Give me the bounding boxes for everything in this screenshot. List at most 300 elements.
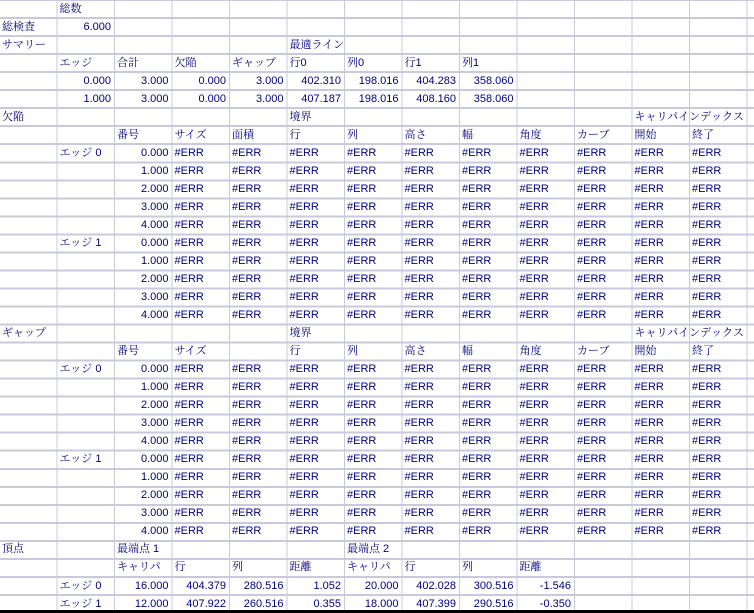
cell-M31[interactable] bbox=[690, 540, 748, 558]
cell-H4[interactable]: 行1 bbox=[404, 57, 422, 70]
cell-F17[interactable]: #ERR bbox=[289, 291, 319, 304]
cell-H1[interactable] bbox=[403, 0, 461, 18]
cell-M17[interactable]: #ERR bbox=[692, 291, 722, 304]
cell-E2[interactable] bbox=[230, 18, 288, 36]
cell-I6[interactable]: 358.060 bbox=[473, 93, 514, 106]
cell-C22[interactable]: 1.000 bbox=[140, 381, 169, 394]
cell-E17[interactable]: #ERR bbox=[232, 291, 262, 304]
cell-J15[interactable]: #ERR bbox=[519, 255, 549, 268]
cell-B22[interactable] bbox=[58, 378, 116, 396]
cell-A9[interactable] bbox=[0, 144, 58, 162]
cell-D6[interactable]: 0.000 bbox=[198, 93, 226, 106]
cell-M13[interactable]: #ERR bbox=[692, 219, 722, 232]
cell-F16[interactable]: #ERR bbox=[289, 273, 319, 286]
cell-B14[interactable]: エッジ 1 bbox=[59, 237, 102, 250]
cell-L33[interactable] bbox=[633, 577, 691, 595]
cell-G13[interactable]: #ERR bbox=[347, 219, 377, 232]
cell-H3[interactable] bbox=[403, 36, 461, 54]
cell-K26[interactable]: #ERR bbox=[577, 453, 607, 466]
cell-G12[interactable]: #ERR bbox=[347, 201, 377, 214]
cell-G23[interactable]: #ERR bbox=[347, 399, 377, 412]
cell-D8[interactable]: サイズ bbox=[174, 129, 207, 142]
cell-F31[interactable] bbox=[288, 540, 346, 558]
cell-D15[interactable]: #ERR bbox=[174, 255, 204, 268]
cell-A4[interactable] bbox=[0, 54, 58, 72]
cell-L22[interactable]: #ERR bbox=[634, 381, 664, 394]
cell-D22[interactable]: #ERR bbox=[174, 381, 204, 394]
cell-B28[interactable] bbox=[58, 486, 116, 504]
cell-I14[interactable]: #ERR bbox=[462, 237, 492, 250]
cell-C1[interactable] bbox=[115, 0, 173, 18]
cell-K31[interactable] bbox=[575, 540, 633, 558]
cell-D21[interactable]: #ERR bbox=[174, 363, 204, 376]
cell-B32[interactable] bbox=[58, 558, 116, 576]
cell-C5[interactable]: 3.000 bbox=[140, 75, 169, 88]
cell-I21[interactable]: #ERR bbox=[462, 363, 492, 376]
cell-M2[interactable] bbox=[690, 18, 748, 36]
cell-C23[interactable]: 2.000 bbox=[140, 399, 169, 412]
cell-B2[interactable]: 6.000 bbox=[83, 21, 111, 34]
cell-H6[interactable]: 408.160 bbox=[416, 93, 456, 106]
cell-G15[interactable]: #ERR bbox=[347, 255, 377, 268]
cell-E25[interactable]: #ERR bbox=[232, 435, 262, 448]
cell-H5[interactable]: 404.283 bbox=[416, 75, 456, 88]
cell-D14[interactable]: #ERR bbox=[174, 237, 204, 250]
cell-F26[interactable]: #ERR bbox=[289, 453, 319, 466]
cell-E24[interactable]: #ERR bbox=[232, 417, 262, 430]
cell-B24[interactable] bbox=[58, 414, 116, 432]
cell-M5[interactable] bbox=[690, 72, 748, 90]
cell-C14[interactable]: 0.000 bbox=[140, 237, 169, 250]
cell-M16[interactable]: #ERR bbox=[692, 273, 722, 286]
cell-E19[interactable] bbox=[230, 324, 288, 342]
cell-E30[interactable]: #ERR bbox=[232, 525, 262, 538]
cell-I19[interactable] bbox=[460, 324, 518, 342]
cell-B4[interactable]: エッジ bbox=[59, 57, 93, 70]
cell-A30[interactable] bbox=[0, 522, 58, 540]
cell-J3[interactable] bbox=[518, 36, 576, 54]
cell-D24[interactable]: #ERR bbox=[174, 417, 204, 430]
cell-A10[interactable] bbox=[0, 162, 58, 180]
cell-A21[interactable] bbox=[0, 360, 58, 378]
cell-B18[interactable] bbox=[58, 306, 116, 324]
cell-B12[interactable] bbox=[58, 198, 116, 216]
cell-A31[interactable]: 頂点 bbox=[2, 543, 24, 556]
cell-G19[interactable] bbox=[345, 324, 403, 342]
cell-G3[interactable] bbox=[345, 36, 403, 54]
cell-M24[interactable]: #ERR bbox=[692, 417, 722, 430]
cell-M3[interactable] bbox=[690, 36, 748, 54]
cell-G9[interactable]: #ERR bbox=[347, 147, 377, 160]
cell-B31[interactable] bbox=[58, 540, 116, 558]
cell-F21[interactable]: #ERR bbox=[289, 363, 319, 376]
cell-H17[interactable]: #ERR bbox=[404, 291, 434, 304]
cell-G8[interactable]: 列 bbox=[347, 129, 358, 142]
cell-J31[interactable] bbox=[518, 540, 576, 558]
cell-E34[interactable]: 260.516 bbox=[243, 597, 284, 610]
cell-D33[interactable]: 404.379 bbox=[186, 579, 226, 592]
cell-L3[interactable] bbox=[633, 36, 691, 54]
cell-C10[interactable]: 1.000 bbox=[140, 165, 169, 178]
cell-L8[interactable]: 開始 bbox=[634, 129, 657, 142]
cell-M7[interactable] bbox=[690, 108, 748, 126]
cell-M32[interactable] bbox=[690, 558, 748, 576]
cell-J20[interactable]: 角度 bbox=[519, 345, 542, 358]
cell-M1[interactable] bbox=[690, 0, 748, 18]
cell-A24[interactable] bbox=[0, 414, 58, 432]
cell-F27[interactable]: #ERR bbox=[289, 471, 319, 484]
cell-G18[interactable]: #ERR bbox=[347, 309, 377, 322]
cell-H8[interactable]: 高さ bbox=[404, 129, 427, 142]
cell-D7[interactable] bbox=[173, 108, 231, 126]
cell-I27[interactable]: #ERR bbox=[462, 471, 492, 484]
cell-H9[interactable]: #ERR bbox=[404, 147, 434, 160]
cell-A27[interactable] bbox=[0, 468, 58, 486]
cell-C19[interactable] bbox=[115, 324, 173, 342]
cell-L11[interactable]: #ERR bbox=[634, 183, 664, 196]
cell-K27[interactable]: #ERR bbox=[577, 471, 607, 484]
cell-K33[interactable] bbox=[575, 577, 633, 595]
cell-H32[interactable]: 行 bbox=[404, 561, 416, 574]
cell-A23[interactable] bbox=[0, 396, 58, 414]
cell-L1[interactable] bbox=[633, 0, 691, 18]
cell-C25[interactable]: 4.000 bbox=[140, 435, 169, 448]
cell-E33[interactable]: 280.516 bbox=[243, 579, 284, 592]
cell-D23[interactable]: #ERR bbox=[174, 399, 204, 412]
cell-G10[interactable]: #ERR bbox=[347, 165, 377, 178]
cell-L6[interactable] bbox=[633, 90, 691, 108]
cell-M27[interactable]: #ERR bbox=[692, 471, 722, 484]
cell-D25[interactable]: #ERR bbox=[174, 435, 204, 448]
cell-G28[interactable]: #ERR bbox=[347, 489, 377, 502]
cell-A14[interactable] bbox=[0, 234, 58, 252]
cell-H15[interactable]: #ERR bbox=[404, 255, 434, 268]
cell-J6[interactable] bbox=[518, 90, 576, 108]
cell-M19[interactable] bbox=[690, 324, 748, 342]
cell-B9[interactable]: エッジ 0 bbox=[59, 147, 102, 160]
cell-I24[interactable]: #ERR bbox=[462, 417, 492, 430]
cell-L32[interactable] bbox=[633, 558, 691, 576]
cell-H27[interactable]: #ERR bbox=[404, 471, 434, 484]
cell-F23[interactable]: #ERR bbox=[289, 399, 319, 412]
cell-G24[interactable]: #ERR bbox=[347, 417, 377, 430]
cell-D1[interactable] bbox=[173, 0, 231, 18]
cell-M8[interactable]: 終了 bbox=[692, 129, 714, 142]
cell-K18[interactable]: #ERR bbox=[577, 309, 607, 322]
cell-F33[interactable]: 1.052 bbox=[313, 579, 341, 592]
cell-K14[interactable]: #ERR bbox=[577, 237, 607, 250]
cell-A20[interactable] bbox=[0, 342, 58, 360]
cell-J5[interactable] bbox=[518, 72, 576, 90]
cell-K15[interactable]: #ERR bbox=[577, 255, 607, 268]
cell-B7[interactable] bbox=[58, 108, 116, 126]
cell-I28[interactable]: #ERR bbox=[462, 489, 492, 502]
cell-F4[interactable]: 行0 bbox=[289, 57, 307, 70]
cell-A5[interactable] bbox=[0, 72, 58, 90]
cell-H34[interactable]: 407.399 bbox=[416, 597, 456, 610]
cell-J7[interactable] bbox=[518, 108, 576, 126]
cell-C2[interactable] bbox=[115, 18, 173, 36]
cell-F6[interactable]: 407.187 bbox=[301, 93, 341, 106]
cell-K21[interactable]: #ERR bbox=[577, 363, 607, 376]
cell-A18[interactable] bbox=[0, 306, 58, 324]
cell-E29[interactable]: #ERR bbox=[232, 507, 262, 520]
cell-K2[interactable] bbox=[575, 18, 633, 36]
cell-C11[interactable]: 2.000 bbox=[140, 183, 169, 196]
cell-H11[interactable]: #ERR bbox=[404, 183, 434, 196]
cell-L28[interactable]: #ERR bbox=[634, 489, 664, 502]
cell-A7[interactable]: 欠陥 bbox=[2, 111, 24, 124]
cell-B16[interactable] bbox=[58, 270, 116, 288]
cell-G27[interactable]: #ERR bbox=[347, 471, 377, 484]
cell-K24[interactable]: #ERR bbox=[577, 417, 607, 430]
cell-I32[interactable]: 列 bbox=[462, 561, 473, 574]
cell-F24[interactable]: #ERR bbox=[289, 417, 319, 430]
cell-J32[interactable]: 距離 bbox=[519, 561, 542, 574]
cell-I17[interactable]: #ERR bbox=[462, 291, 492, 304]
cell-I8[interactable]: 幅 bbox=[462, 129, 473, 142]
cell-A3[interactable]: サマリー bbox=[2, 39, 46, 52]
cell-I10[interactable]: #ERR bbox=[462, 165, 492, 178]
cell-C17[interactable]: 3.000 bbox=[140, 291, 169, 304]
cell-L30[interactable]: #ERR bbox=[634, 525, 664, 538]
cell-G20[interactable]: 列 bbox=[347, 345, 358, 358]
cell-F29[interactable]: #ERR bbox=[289, 507, 319, 520]
cell-M28[interactable]: #ERR bbox=[692, 489, 722, 502]
cell-A8[interactable] bbox=[0, 126, 58, 144]
cell-L5[interactable] bbox=[633, 72, 691, 90]
cell-L12[interactable]: #ERR bbox=[634, 201, 664, 214]
cell-G1[interactable] bbox=[345, 0, 403, 18]
cell-K17[interactable]: #ERR bbox=[577, 291, 607, 304]
cell-M11[interactable]: #ERR bbox=[692, 183, 722, 196]
cell-G7[interactable] bbox=[345, 108, 403, 126]
cell-K1[interactable] bbox=[575, 0, 633, 18]
cell-A15[interactable] bbox=[0, 252, 58, 270]
cell-H22[interactable]: #ERR bbox=[404, 381, 434, 394]
cell-C7[interactable] bbox=[115, 108, 173, 126]
cell-C18[interactable]: 4.000 bbox=[140, 309, 169, 322]
cell-B11[interactable] bbox=[58, 180, 116, 198]
cell-B30[interactable] bbox=[58, 522, 116, 540]
cell-D26[interactable]: #ERR bbox=[174, 453, 204, 466]
cell-D28[interactable]: #ERR bbox=[174, 489, 204, 502]
cell-E7[interactable] bbox=[230, 108, 288, 126]
cell-D3[interactable] bbox=[173, 36, 231, 54]
cell-J13[interactable]: #ERR bbox=[519, 219, 549, 232]
cell-G17[interactable]: #ERR bbox=[347, 291, 377, 304]
cell-H2[interactable] bbox=[403, 18, 461, 36]
cell-A25[interactable] bbox=[0, 432, 58, 450]
cell-K6[interactable] bbox=[575, 90, 633, 108]
cell-B29[interactable] bbox=[58, 504, 116, 522]
cell-C33[interactable]: 16.000 bbox=[134, 579, 169, 592]
cell-K8[interactable]: カーブ bbox=[577, 129, 610, 142]
cell-F9[interactable]: #ERR bbox=[289, 147, 319, 160]
cell-G2[interactable] bbox=[345, 18, 403, 36]
cell-F34[interactable]: 0.355 bbox=[313, 597, 341, 610]
cell-G6[interactable]: 198.016 bbox=[358, 93, 399, 106]
cell-I20[interactable]: 幅 bbox=[462, 345, 473, 358]
cell-B8[interactable] bbox=[58, 126, 116, 144]
cell-I34[interactable]: 290.516 bbox=[473, 597, 514, 610]
cell-F11[interactable]: #ERR bbox=[289, 183, 319, 196]
cell-E12[interactable]: #ERR bbox=[232, 201, 262, 214]
cell-B10[interactable] bbox=[58, 162, 116, 180]
cell-D2[interactable] bbox=[173, 18, 231, 36]
cell-E31[interactable] bbox=[230, 540, 288, 558]
cell-J10[interactable]: #ERR bbox=[519, 165, 549, 178]
cell-K16[interactable]: #ERR bbox=[577, 273, 607, 286]
cell-E11[interactable]: #ERR bbox=[232, 183, 262, 196]
cell-I33[interactable]: 300.516 bbox=[473, 579, 514, 592]
cell-K32[interactable] bbox=[575, 558, 633, 576]
cell-B27[interactable] bbox=[58, 468, 116, 486]
cell-I5[interactable]: 358.060 bbox=[473, 75, 514, 88]
cell-K30[interactable]: #ERR bbox=[577, 525, 607, 538]
cell-G26[interactable]: #ERR bbox=[347, 453, 377, 466]
cell-A28[interactable] bbox=[0, 486, 58, 504]
cell-M10[interactable]: #ERR bbox=[692, 165, 722, 178]
cell-G5[interactable]: 198.016 bbox=[358, 75, 399, 88]
cell-E10[interactable]: #ERR bbox=[232, 165, 262, 178]
cell-M18[interactable]: #ERR bbox=[692, 309, 722, 322]
cell-J34[interactable]: -0.350 bbox=[539, 597, 571, 610]
cell-M20[interactable]: 終了 bbox=[692, 345, 714, 358]
cell-A13[interactable] bbox=[0, 216, 58, 234]
cell-K29[interactable]: #ERR bbox=[577, 507, 607, 520]
cell-I7[interactable] bbox=[460, 108, 518, 126]
cell-L31[interactable] bbox=[633, 540, 691, 558]
cell-G30[interactable]: #ERR bbox=[347, 525, 377, 538]
cell-A6[interactable] bbox=[0, 90, 58, 108]
cell-D4[interactable]: 欠陥 bbox=[174, 57, 197, 70]
cell-I29[interactable]: #ERR bbox=[462, 507, 492, 520]
cell-J26[interactable]: #ERR bbox=[519, 453, 549, 466]
cell-H18[interactable]: #ERR bbox=[404, 309, 434, 322]
cell-F7[interactable]: 境界 bbox=[289, 111, 312, 124]
cell-M9[interactable]: #ERR bbox=[692, 147, 722, 160]
cell-C16[interactable]: 2.000 bbox=[140, 273, 169, 286]
cell-J18[interactable]: #ERR bbox=[519, 309, 549, 322]
cell-L4[interactable] bbox=[633, 54, 691, 72]
cell-J12[interactable]: #ERR bbox=[519, 201, 549, 214]
cell-E8[interactable]: 面積 bbox=[232, 129, 254, 142]
cell-C28[interactable]: 2.000 bbox=[140, 489, 169, 502]
cell-C29[interactable]: 3.000 bbox=[140, 507, 169, 520]
cell-H10[interactable]: #ERR bbox=[404, 165, 434, 178]
cell-F14[interactable]: #ERR bbox=[289, 237, 319, 250]
cell-H21[interactable]: #ERR bbox=[404, 363, 434, 376]
cell-C26[interactable]: 0.000 bbox=[140, 453, 169, 466]
cell-H23[interactable]: #ERR bbox=[404, 399, 434, 412]
cell-A26[interactable] bbox=[0, 450, 58, 468]
cell-L21[interactable]: #ERR bbox=[634, 363, 664, 376]
cell-G21[interactable]: #ERR bbox=[347, 363, 377, 376]
cell-G25[interactable]: #ERR bbox=[347, 435, 377, 448]
cell-H25[interactable]: #ERR bbox=[404, 435, 434, 448]
cell-E14[interactable]: #ERR bbox=[232, 237, 262, 250]
cell-F13[interactable]: #ERR bbox=[289, 219, 319, 232]
cell-A29[interactable] bbox=[0, 504, 58, 522]
cell-B20[interactable] bbox=[58, 342, 116, 360]
cell-H33[interactable]: 402.028 bbox=[416, 579, 456, 592]
cell-D17[interactable]: #ERR bbox=[174, 291, 204, 304]
cell-F12[interactable]: #ERR bbox=[289, 201, 319, 214]
cell-L15[interactable]: #ERR bbox=[634, 255, 664, 268]
cell-E3[interactable] bbox=[230, 36, 288, 54]
cell-J14[interactable]: #ERR bbox=[519, 237, 549, 250]
cell-A33[interactable] bbox=[0, 577, 58, 595]
cell-B33[interactable]: エッジ 0 bbox=[59, 579, 102, 592]
cell-D30[interactable]: #ERR bbox=[174, 525, 204, 538]
cell-A1[interactable] bbox=[0, 0, 58, 18]
cell-K19[interactable] bbox=[575, 324, 633, 342]
cell-K20[interactable]: カーブ bbox=[577, 345, 610, 358]
cell-E9[interactable]: #ERR bbox=[232, 147, 262, 160]
cell-L16[interactable]: #ERR bbox=[634, 273, 664, 286]
cell-M26[interactable]: #ERR bbox=[692, 453, 722, 466]
cell-M30[interactable]: #ERR bbox=[692, 525, 722, 538]
cell-E1[interactable] bbox=[230, 0, 288, 18]
cell-L9[interactable]: #ERR bbox=[634, 147, 664, 160]
cell-I23[interactable]: #ERR bbox=[462, 399, 492, 412]
cell-E20[interactable] bbox=[230, 342, 288, 360]
cell-A22[interactable] bbox=[0, 378, 58, 396]
cell-D5[interactable]: 0.000 bbox=[198, 75, 226, 88]
cell-M12[interactable]: #ERR bbox=[692, 201, 722, 214]
cell-I12[interactable]: #ERR bbox=[462, 201, 492, 214]
cell-G33[interactable]: 20.000 bbox=[364, 579, 399, 592]
cell-J28[interactable]: #ERR bbox=[519, 489, 549, 502]
cell-G31[interactable]: 最端点 2 bbox=[347, 543, 390, 556]
cell-J4[interactable] bbox=[518, 54, 576, 72]
cell-K13[interactable]: #ERR bbox=[577, 219, 607, 232]
cell-H12[interactable]: #ERR bbox=[404, 201, 434, 214]
cell-I13[interactable]: #ERR bbox=[462, 219, 492, 232]
cell-M25[interactable]: #ERR bbox=[692, 435, 722, 448]
cell-K4[interactable] bbox=[575, 54, 633, 72]
cell-C32[interactable]: キャリパ bbox=[117, 561, 161, 574]
cell-H26[interactable]: #ERR bbox=[404, 453, 434, 466]
cell-G29[interactable]: #ERR bbox=[347, 507, 377, 520]
cell-J9[interactable]: #ERR bbox=[519, 147, 549, 160]
cell-L17[interactable]: #ERR bbox=[634, 291, 664, 304]
cell-J27[interactable]: #ERR bbox=[519, 471, 549, 484]
cell-C6[interactable]: 3.000 bbox=[140, 93, 169, 106]
cell-E22[interactable]: #ERR bbox=[232, 381, 262, 394]
cell-F3[interactable]: 最適ライン bbox=[289, 39, 345, 52]
cell-H13[interactable]: #ERR bbox=[404, 219, 434, 232]
cell-C4[interactable]: 合計 bbox=[117, 57, 139, 70]
cell-F18[interactable]: #ERR bbox=[289, 309, 319, 322]
cell-A17[interactable] bbox=[0, 288, 58, 306]
cell-F15[interactable]: #ERR bbox=[289, 255, 319, 268]
cell-H28[interactable]: #ERR bbox=[404, 489, 434, 502]
cell-H7[interactable] bbox=[403, 108, 461, 126]
cell-M23[interactable]: #ERR bbox=[692, 399, 722, 412]
cell-E16[interactable]: #ERR bbox=[232, 273, 262, 286]
cell-E21[interactable]: #ERR bbox=[232, 363, 262, 376]
cell-D27[interactable]: #ERR bbox=[174, 471, 204, 484]
cell-B6[interactable]: 1.000 bbox=[83, 93, 111, 106]
cell-C3[interactable] bbox=[115, 36, 173, 54]
cell-C21[interactable]: 0.000 bbox=[140, 363, 169, 376]
cell-A19[interactable]: ギャップ bbox=[2, 327, 46, 340]
cell-B13[interactable] bbox=[58, 216, 116, 234]
cell-J2[interactable] bbox=[518, 18, 576, 36]
cell-F5[interactable]: 402.310 bbox=[301, 75, 341, 88]
